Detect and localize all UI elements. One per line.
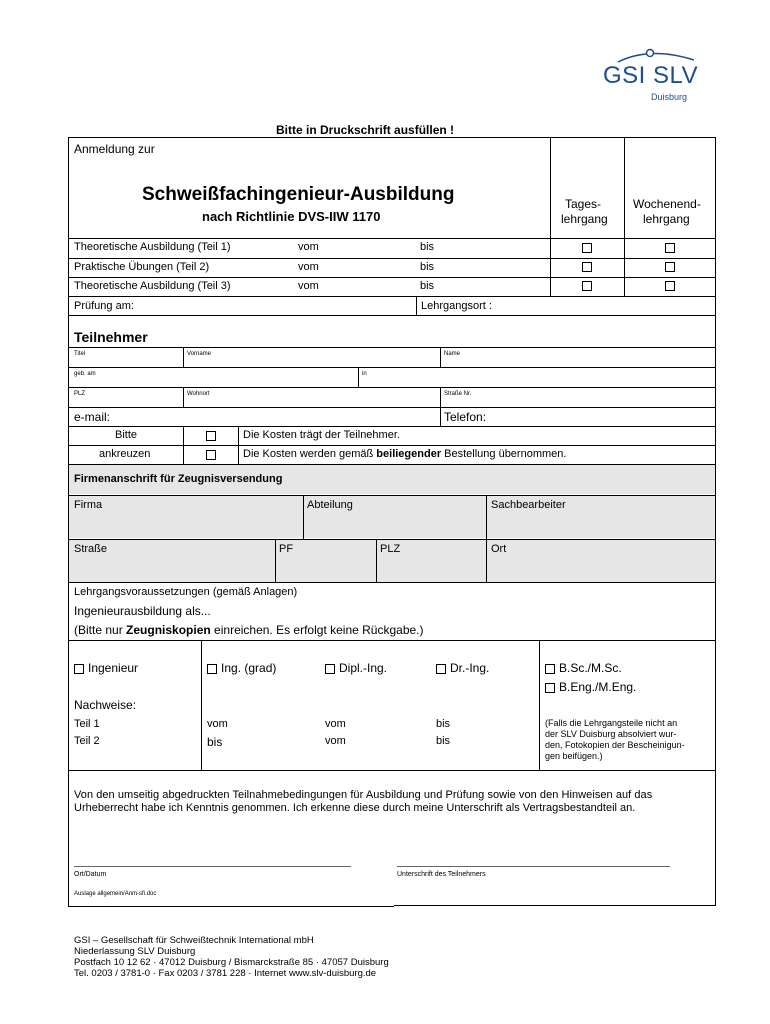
proof-note-line: (Falls die Lehrgangsteile nicht an [545, 718, 678, 728]
company-street-field[interactable]: Straße [74, 543, 108, 555]
engineer-training-line: Ingenieurausbildung als... [74, 604, 211, 618]
cost-self-label: Die Kosten trägt der Teilnehmer. [243, 429, 400, 441]
degree-checkbox[interactable] [74, 664, 84, 674]
part2-from-alt: vom [325, 735, 346, 747]
day-course-checkbox[interactable] [582, 243, 592, 253]
col-weekend-line1: Wochenend- [633, 197, 701, 211]
firstname-field[interactable]: Vorname [187, 351, 212, 357]
declaration-line: Urheberrecht habe ich Kenntnis genommen. Ich erkenne diese durch meine Unterschrift als Vertragsbestandteil an. [74, 802, 636, 814]
part2-label: Teil 2 [74, 735, 100, 747]
exam-date-field[interactable]: Prüfung am: [74, 300, 134, 312]
birthplace-field[interactable]: in [362, 371, 367, 377]
degree-label: Ing. (grad) [221, 661, 277, 675]
cost-company-checkbox[interactable] [206, 450, 216, 460]
schedule-from: vom [298, 241, 319, 253]
footer-line: Niederlassung SLV Duisburg [74, 946, 196, 957]
weekend-course-checkbox[interactable] [665, 281, 675, 291]
clerk-field[interactable]: Sachbearbeiter [491, 499, 566, 511]
course-subtitle: nach Richtlinie DVS-IIW 1170 [202, 209, 381, 224]
schedule-label: Theoretische Ausbildung (Teil 3) [74, 280, 231, 292]
degree-checkbox[interactable] [545, 683, 555, 693]
place-date-signature-line[interactable] [74, 866, 351, 867]
part1-from-alt: vom [325, 718, 346, 730]
place-date-label: Ort/Datum [74, 871, 107, 878]
col-weekend-line2: lehrgang [643, 212, 690, 226]
prerequisites-line: Lehrgangsvoraussetzungen (gemäß Anlagen) [74, 586, 298, 598]
col-day-line2: lehrgang [561, 212, 608, 226]
birthdate-field[interactable]: geb. am [74, 371, 96, 377]
copies-note: (Bitte nur Zeugniskopien einreichen. Es erfolgt keine Rückgabe.) [74, 623, 424, 637]
schedule-label: Theoretische Ausbildung (Teil 1) [74, 241, 231, 253]
footer-line: Tel. 0203 / 3781-0 · Fax 0203 / 3781 228 · Internet www.slv-duisburg.de [74, 968, 377, 979]
degree-checkbox[interactable] [545, 664, 555, 674]
part1-from: vom [207, 718, 228, 730]
proof-note-line: gen beifügen.) [545, 751, 603, 761]
logo-wordmark: GSI SLV [603, 62, 699, 89]
col-day-line1: Tages- [565, 197, 602, 211]
logo-city: Duisburg [651, 92, 688, 102]
department-field[interactable]: Abteilung [307, 499, 353, 511]
pobox-field[interactable]: PF [279, 543, 294, 555]
residence-field[interactable]: Wohnort [187, 391, 210, 397]
declaration-line: Von den umseitig abgedruckten Teilnahmebedingungen für Ausbildung und Prüfung sowie von den Hinweisen auf das [74, 789, 653, 801]
degree-label: Dipl.-Ing. [339, 661, 388, 675]
part1-to: bis [436, 718, 451, 730]
proof-label: Nachweise: [74, 698, 137, 712]
company-heading: Firmenanschrift für Zeugnisversendung [74, 473, 283, 485]
degree-label: Dr.-Ing. [450, 661, 490, 675]
schedule-from: vom [298, 261, 319, 273]
course-location-field[interactable]: Lehrgangsort : [421, 300, 492, 312]
footer-line: GSI – Gesellschaft für Schweißtechnik International mbH [74, 935, 314, 946]
weekend-course-checkbox[interactable] [665, 243, 675, 253]
participant-heading: Teilnehmer [74, 329, 148, 345]
lastname-field[interactable]: Name [444, 351, 461, 357]
schedule-to: bis [420, 280, 435, 292]
schedule-to: bis [420, 241, 435, 253]
course-title: Schweißfachingenieur-Ausbildung [142, 184, 455, 205]
day-course-checkbox[interactable] [582, 262, 592, 272]
cost-self-checkbox[interactable] [206, 431, 216, 441]
tick-hint-line2: ankreuzen [99, 448, 151, 460]
company-logo [598, 44, 718, 106]
company-city-field[interactable]: Ort [491, 543, 507, 555]
schedule-to: bis [420, 261, 435, 273]
part1-label: Teil 1 [74, 718, 100, 730]
firm-field[interactable]: Firma [74, 499, 103, 511]
schedule-label: Praktische Übungen (Teil 2) [74, 261, 210, 273]
degree-label: B.Sc./M.Sc. [559, 661, 622, 675]
degree-label: Ingenieur [88, 661, 139, 675]
registration-label: Anmeldung zur [74, 142, 155, 156]
schedule-from: vom [298, 280, 319, 292]
tick-hint-line1: Bitte [115, 429, 138, 441]
degree-checkbox[interactable] [325, 664, 335, 674]
participant-signature-line[interactable] [397, 866, 670, 867]
part2-to: bis [436, 735, 451, 747]
degree-checkbox[interactable] [436, 664, 446, 674]
phone-field[interactable]: Telefon: [444, 410, 487, 424]
weekend-course-checkbox[interactable] [665, 262, 675, 272]
degree-checkbox[interactable] [207, 664, 217, 674]
proof-note-line: den, Fotokopien der Bescheinigun- [545, 740, 685, 750]
title-field[interactable]: Titel [74, 351, 86, 357]
file-reference: Auslage allgemein/Anm-sfi.doc [74, 891, 157, 897]
part2-from: bis [207, 735, 223, 749]
degree-label: B.Eng./M.Eng. [559, 680, 637, 694]
proof-note-line: der SLV Duisburg absolviert wur- [545, 729, 677, 739]
signature-label: Unterschrift des Teilnehmers [397, 871, 486, 878]
footer-line: Postfach 10 12 62 · 47012 Duisburg / Bismarckstraße 85 · 47057 Duisburg [74, 957, 389, 968]
zip-field[interactable]: PLZ [74, 391, 86, 397]
day-course-checkbox[interactable] [582, 281, 592, 291]
header-note: Bitte in Druckschrift ausfüllen ! [276, 123, 455, 137]
street-field[interactable]: Straße Nr. [444, 391, 472, 397]
cost-company-label: Die Kosten werden gemäß beiliegender Bestellung übernommen. [243, 448, 567, 460]
company-zip-field[interactable]: PLZ [380, 543, 401, 555]
email-field[interactable]: e-mail: [74, 410, 111, 424]
